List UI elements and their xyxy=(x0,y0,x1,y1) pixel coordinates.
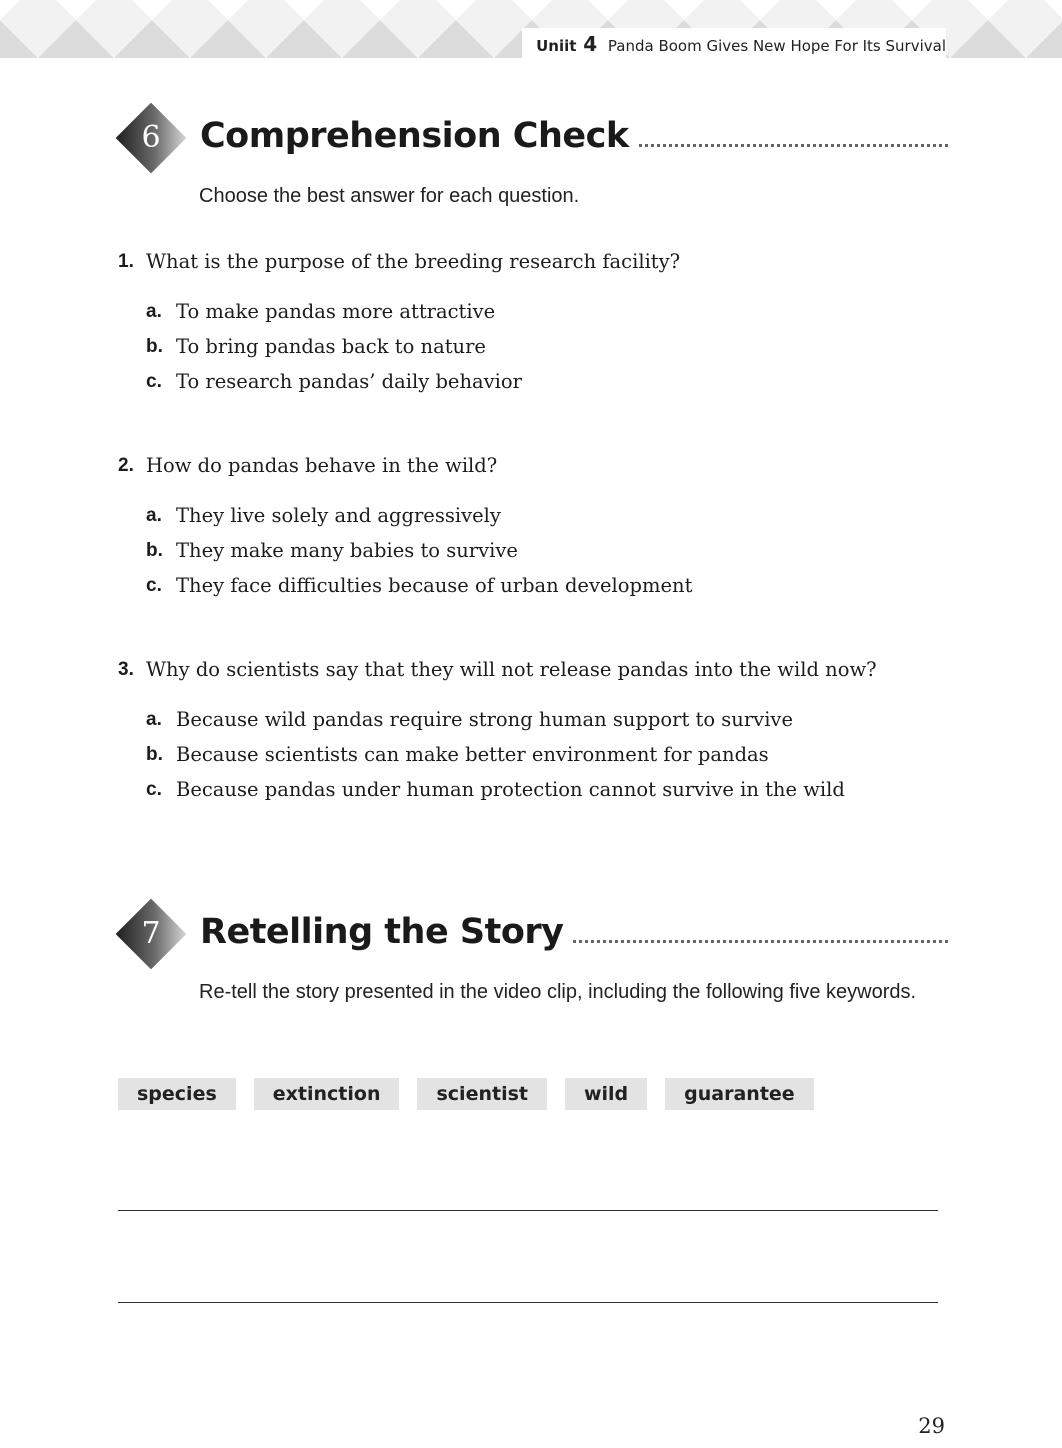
section-instruction: Re-tell the story presented in the video clip, including the following five keywords. xyxy=(199,981,917,1003)
option-letter: b. xyxy=(146,744,163,765)
option-letter: a. xyxy=(146,301,162,322)
option-text: They make many babies to survive xyxy=(176,539,518,562)
unit-word: Uniit xyxy=(536,37,577,55)
question xyxy=(118,448,948,603)
answer-option[interactable] xyxy=(118,737,948,772)
unit-number: 4 xyxy=(583,32,598,56)
answer-option[interactable] xyxy=(118,772,948,807)
question-number: 1. xyxy=(118,251,134,272)
section-7-heading xyxy=(118,902,948,976)
running-header xyxy=(522,28,946,60)
option-letter: b. xyxy=(146,336,163,357)
section-number: 6 xyxy=(141,120,161,155)
answer-option[interactable] xyxy=(118,568,948,603)
answer-option[interactable] xyxy=(118,294,948,329)
keyword-chip: wild xyxy=(565,1078,647,1110)
option-letter: a. xyxy=(146,505,162,526)
answer-option[interactable] xyxy=(118,364,948,399)
answer-line[interactable] xyxy=(118,1302,938,1303)
option-text: They live solely and aggressively xyxy=(176,504,501,527)
keyword-chip: guarantee xyxy=(665,1078,814,1110)
option-letter: c. xyxy=(146,575,162,596)
section-6-heading xyxy=(118,106,948,180)
keyword-chip: scientist xyxy=(417,1078,546,1110)
keyword-chip: species xyxy=(118,1078,236,1110)
keyword-chip: extinction xyxy=(254,1078,400,1110)
keyword-list xyxy=(118,1078,814,1110)
option-text: They face difficulties because of urban development xyxy=(176,574,693,597)
option-letter: b. xyxy=(146,540,163,561)
question-text: What is the purpose of the breeding research facility? xyxy=(146,250,681,273)
question-number: 3. xyxy=(118,659,134,680)
answer-option[interactable] xyxy=(118,498,948,533)
option-text: To bring pandas back to nature xyxy=(176,335,486,358)
page-number: 29 xyxy=(918,1414,945,1438)
option-text: To make pandas more attractive xyxy=(176,300,496,323)
question-text: How do pandas behave in the wild? xyxy=(146,454,498,477)
answer-option[interactable] xyxy=(118,329,948,364)
section-title: Comprehension Check xyxy=(200,116,639,156)
section-title: Retelling the Story xyxy=(200,912,573,952)
option-letter: a. xyxy=(146,709,162,730)
unit-title: Panda Boom Gives New Hope For Its Survival xyxy=(607,37,946,55)
answer-option[interactable] xyxy=(118,702,948,737)
option-letter: c. xyxy=(146,779,162,800)
section-number: 7 xyxy=(141,916,161,951)
option-letter: c. xyxy=(146,371,162,392)
question-number: 2. xyxy=(118,455,134,476)
answer-option[interactable] xyxy=(118,533,948,568)
option-text: Because wild pandas require strong human support to survive xyxy=(176,708,793,731)
option-text: Because scientists can make better environment for pandas xyxy=(176,743,769,766)
section-instruction: Choose the best answer for each question. xyxy=(199,185,580,207)
question-text: Why do scientists say that they will not release pandas into the wild now? xyxy=(146,658,877,681)
option-text: To research pandas’ daily behavior xyxy=(176,370,522,393)
option-text: Because pandas under human protection cannot survive in the wild xyxy=(176,778,845,801)
question xyxy=(118,244,948,399)
question xyxy=(118,652,948,807)
answer-line[interactable] xyxy=(118,1210,938,1211)
